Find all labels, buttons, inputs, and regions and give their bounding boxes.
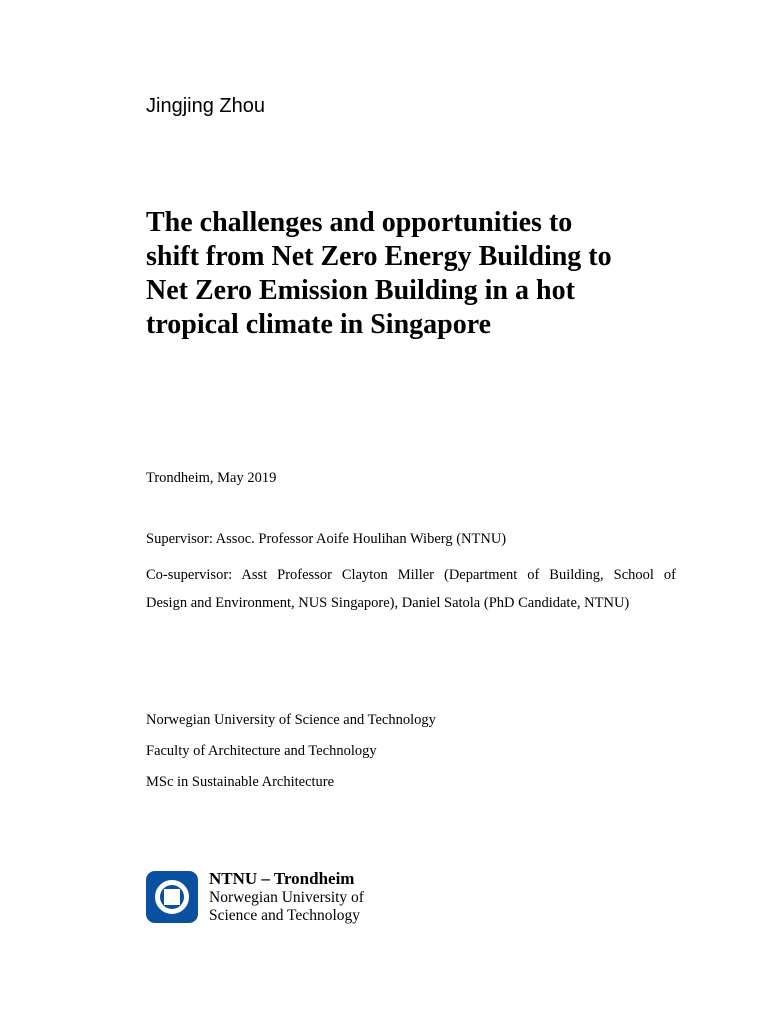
thesis-title-line-4: tropical climate in Singapore — [146, 309, 492, 340]
thesis-title — [146, 206, 686, 342]
co-supervisor — [146, 561, 676, 617]
ntnu-logo-line-2: Science and Technology — [209, 907, 360, 924]
author-name: Jingjing Zhou — [146, 95, 265, 117]
programme-name: MSc in Sustainable Architecture — [146, 774, 335, 790]
thesis-title-line-1: The challenges and opportunities to — [146, 207, 573, 238]
place-date: Trondheim, May 2019 — [146, 470, 277, 486]
co-supervisor-line-1: Co-supervisor: Asst Professor Clayton Miller (Department of Building, School of — [146, 567, 676, 583]
faculty-name: Faculty of Architecture and Technology — [146, 743, 377, 759]
thesis-title-line-3: Net Zero Emission Building in a hot — [146, 275, 575, 306]
university-name: Norwegian University of Science and Technology — [146, 712, 436, 728]
ntnu-logo-text — [209, 869, 364, 925]
supervisor: Supervisor: Assoc. Professor Aoife Houlihan Wiberg (NTNU) — [146, 531, 507, 547]
ntnu-logo-icon — [146, 871, 198, 923]
thesis-title-line-2: shift from Net Zero Energy Building to — [146, 241, 612, 272]
ntnu-logo-line-1: Norwegian University of — [209, 889, 364, 906]
co-supervisor-line-2: Design and Environment, NUS Singapore), Daniel Satola (PhD Candidate, NTNU) — [146, 595, 630, 611]
ntnu-logo-name: NTNU – Trondheim — [209, 869, 355, 888]
